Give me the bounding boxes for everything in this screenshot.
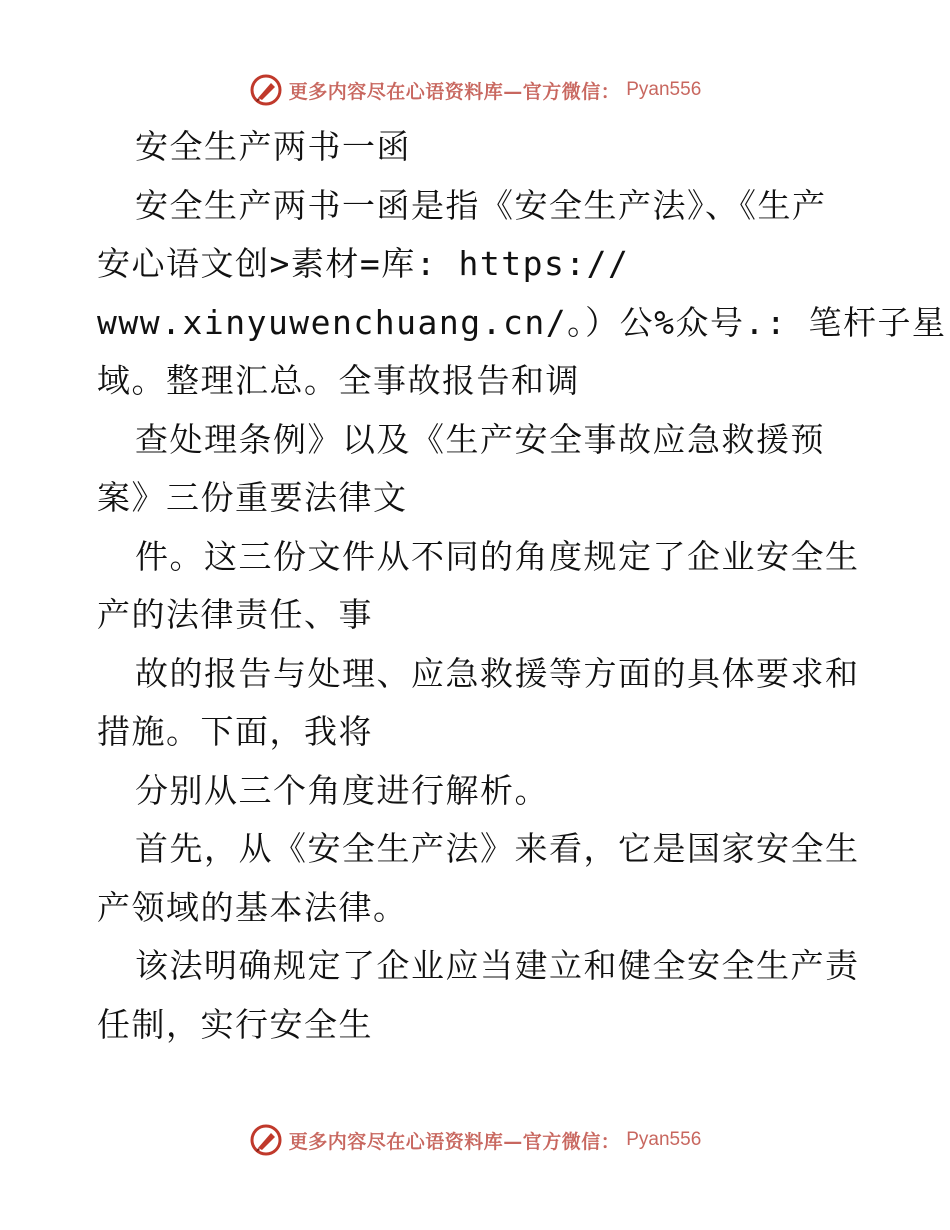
text-line: 产领域的基本法律。 [97, 887, 408, 927]
text-line: 产的法律责任、事 [97, 595, 373, 634]
footer-banner [0, 1120, 950, 1160]
document-title: 安全生产两书一函 [135, 127, 411, 166]
pen-logo-icon [249, 73, 283, 107]
text-line: 故的报告与处理、应急救援等方面的具体要求和 [135, 653, 860, 693]
text-line: 措施。下面，我将 [97, 712, 373, 751]
text-line: 安全生产两书一函是指《安全生产法》、《生产 [135, 185, 827, 225]
document-body [97, 118, 947, 1054]
banner-text: 更多内容尽在心语资料库—官方微信： [288, 80, 621, 103]
header-banner [0, 70, 950, 110]
text-line: 件。这三份文件从不同的角度规定了企业安全生 [135, 536, 860, 576]
text-line: 分别从三个角度进行解析。 [135, 770, 549, 810]
text-line: www.xinyuwenchuang.cn/。）公%众号.: 笔杆子星 [97, 302, 947, 342]
text-line: 查处理条例》以及《生产安全事故应急救援预 [135, 419, 825, 459]
text-line: 安心语文创>素材=库: https:// [97, 244, 630, 283]
banner-wechat-id: Pyan556 [626, 79, 702, 100]
text-line: 任制，实行安全生 [97, 1004, 373, 1044]
text-line: 首先，从《安全生产法》来看，它是国家安全生 [135, 829, 860, 868]
text-line: 域。整理汇总。全事故报告和调 [97, 361, 580, 400]
banner-wechat-id: Pyan556 [626, 1129, 702, 1150]
text-line: 案》三份重要法律文 [97, 478, 408, 517]
pen-logo-icon [249, 1123, 283, 1157]
banner-text: 更多内容尽在心语资料库—官方微信： [288, 1130, 621, 1153]
text-line: 该法明确规定了企业应当建立和健全安全生产责 [135, 946, 860, 985]
